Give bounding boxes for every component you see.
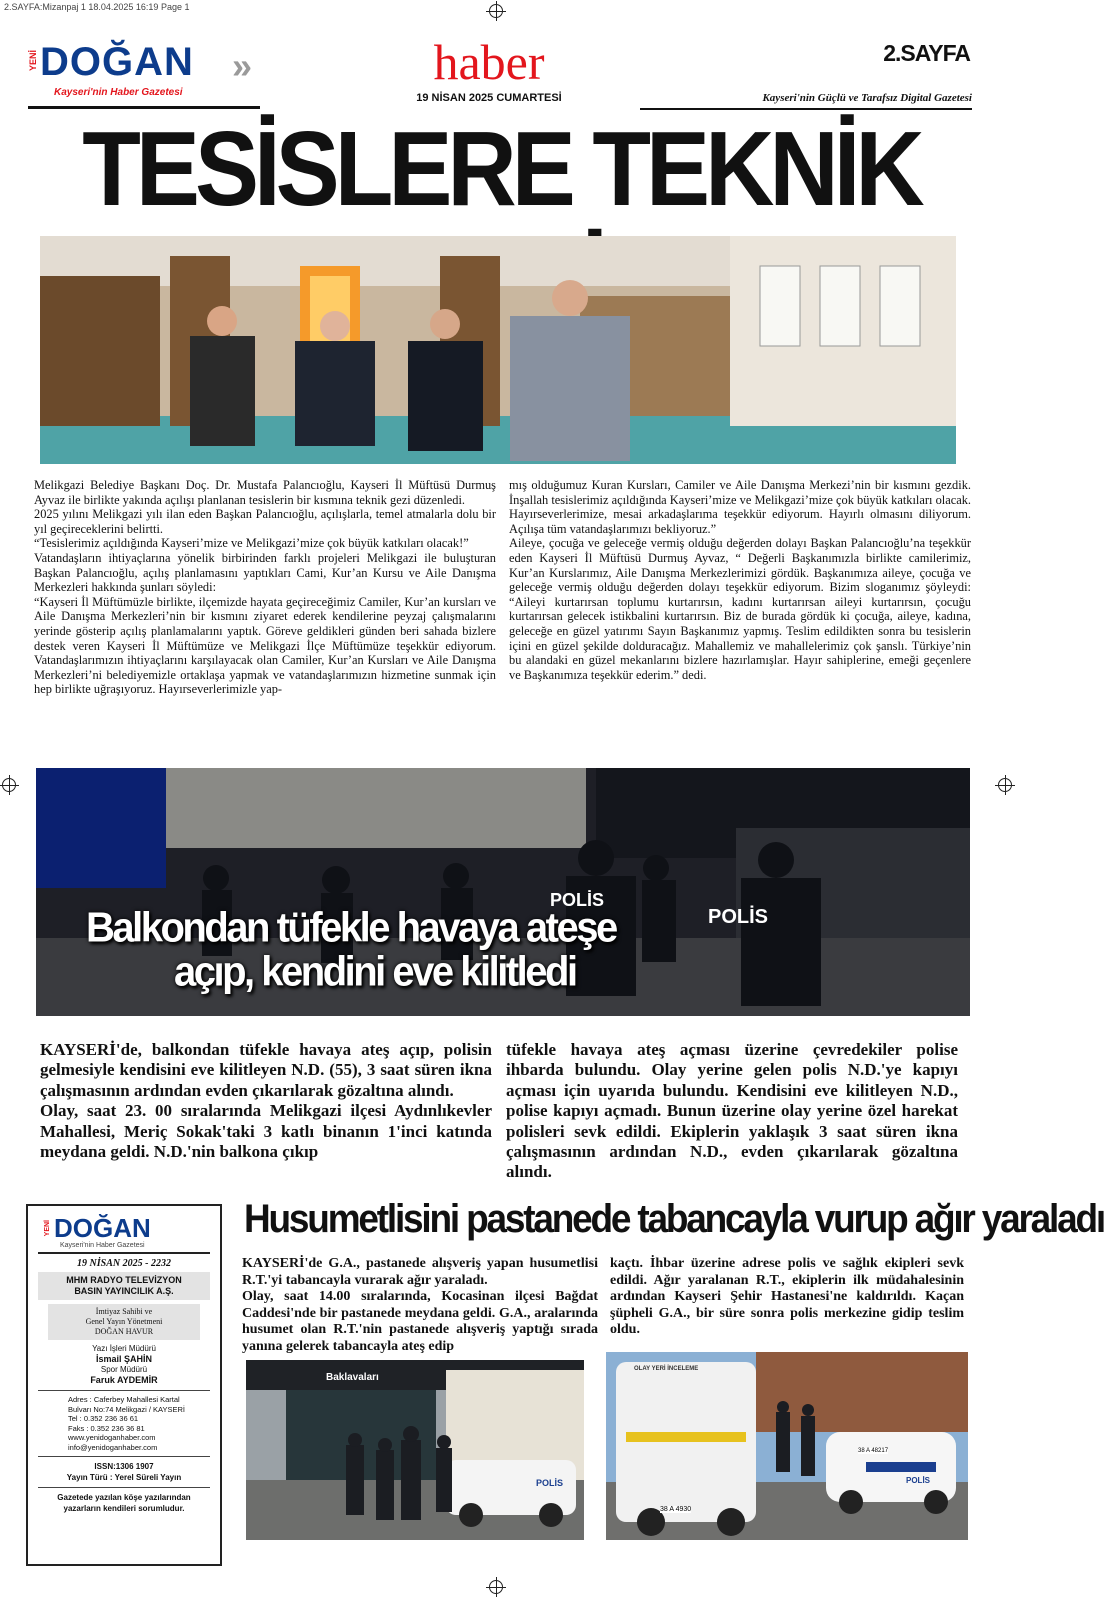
story2-headline bbox=[72, 906, 632, 994]
logo-chevron-icon: » bbox=[232, 45, 253, 86]
disclaimer: yazarların kendileri sorumludur. bbox=[63, 1504, 185, 1513]
publication-type: Yayın Türü : Yerel Süreli Yayın bbox=[66, 1473, 182, 1482]
shop-sign: Baklavaları bbox=[326, 1372, 379, 1383]
police-vest-label: POLİS bbox=[550, 890, 605, 910]
publisher-line: BASIN YAYINCILIK A.Ş. bbox=[74, 1286, 174, 1296]
section-title: haber bbox=[433, 34, 545, 90]
imprint-logo-prefix: YENİ bbox=[44, 1220, 51, 1237]
website-link[interactable]: www.yenidoganhaber.com bbox=[68, 1433, 156, 1442]
imprint-issue: 19 NİSAN 2025 - 2232 bbox=[77, 1258, 171, 1269]
imprint-divider bbox=[38, 1487, 210, 1488]
sports-name: Faruk AYDEMİR bbox=[90, 1375, 158, 1385]
story2-photo bbox=[36, 768, 970, 1016]
issn: ISSN:1306 1907 bbox=[94, 1462, 154, 1471]
disclaimer: Gazetede yazılan köşe yazılarından bbox=[57, 1493, 191, 1502]
address-line: Bulvarı No:74 Melikgazi / KAYSERİ bbox=[68, 1404, 185, 1414]
logo-tagline: Kayseri'nin Haber Gazetesi bbox=[54, 87, 183, 98]
imprint-logo bbox=[38, 1214, 210, 1254]
imprint-box bbox=[26, 1204, 222, 1566]
story1-headline: TESİSLERE TEKNİK bbox=[82, 110, 920, 229]
print-slug: 2.SAYFA:Mizanpaj 1 18.04.2025 16:19 Page 1 bbox=[4, 2, 190, 12]
masthead-slogan: Kayseri'nin Güçlü ve Tarafsız Digital Gazetesi bbox=[762, 92, 972, 104]
paragraph: “Tesislerimiz açıldığında Kayseri’mize ve Melikgazi’mize çok büyük katkıları olacak!” bbox=[34, 536, 469, 551]
police-car-label: POLİS bbox=[906, 1476, 931, 1485]
paragraph: Olay, saat 23. 00 sıralarında Melikgazi ilçesi Aydınlıkevler Mahallesi, Meriç Sokak'taki 3 katlı binanın 1'inci katında meydana geldi. N.D.'nin balkona çıkıp bbox=[40, 1101, 492, 1162]
owner-title: İmtiyaz Sahibi ve bbox=[95, 1307, 153, 1316]
masthead-divider bbox=[28, 106, 260, 109]
paragraph: Melikgazi Belediye Başkanı Doç. Dr. Mustafa Palancıoğlu, Kayseri İl Müftüsü Durmuş Ayvaz ile birlikte yakında açılışı planlanan tesislerin bir kısmına teknik gezi düzenledi. bbox=[34, 478, 496, 507]
imprint-divider bbox=[38, 1456, 210, 1457]
paragraph: Vatandaşların ihtiyaçlarına yönelik birbirinden farklı projeleri Melikgazi ile buluşturan Başkan Palancıoğlu, açılış planlamasını yaptıkları Cami, Kur’an Kursu ve Aile Danışma Merkezleri hakkında şunları söyledi: bbox=[34, 550, 496, 595]
newspaper-logo[interactable] bbox=[28, 40, 260, 104]
story2-headline-line2: açıp, kendini eve kilitledi bbox=[174, 948, 576, 996]
paragraph: KAYSERİ'de, balkondan tüfekle havaya ateş açıp, polisin gelmesiyle kendisini eve kilitleyen N.D. (55), 3 saat süren ikna çalışmasının ardından evden çıkarılarak gözaltına alındı. bbox=[40, 1040, 492, 1100]
imprint-divider bbox=[38, 1390, 210, 1391]
registration-mark-icon bbox=[489, 1580, 503, 1594]
registration-mark-icon bbox=[2, 778, 16, 792]
registration-mark-icon bbox=[998, 778, 1012, 792]
publisher-line: MHM RADYO TELEVİZYON bbox=[66, 1275, 182, 1285]
registration-mark-icon bbox=[489, 4, 503, 18]
issue-date: 19 NİSAN 2025 CUMARTESİ bbox=[416, 92, 562, 104]
story3-photo-2 bbox=[606, 1352, 968, 1540]
paragraph: kaçtı. İhbar üzerine adrese polis ve sağlık ekipleri sevk edildi. Ağır yaralanan R.T., ekiplerin ilk müdahalesinin ardından Kayseri Şehir Hastanesi'ne kaldırıldı. Kaçan şüpheli G.A., bir süre sonra polis merkezine gidip teslim oldu. bbox=[610, 1256, 964, 1338]
paragraph: KAYSERİ'de G.A., pastanede alışveriş yapan husumetlisi R.T.'yi tabancayla vurarak ağır yaraladı. bbox=[242, 1256, 598, 1288]
paragraph: mış olduğumuz Kuran Kursları, Camiler ve Aile Danışma Merkezi’nin bir kısmını gezdik. İnşallah tesislerimiz açıldığında Kayseri’mize ve Melikgazi’mize çok büyük katkıları olacak. Hayırseverlerimize, mesai arkadaşlarıma teşekkür ediyorum. Hayırlı olmasını diliyorum. Açılışa tüm vatandaşlarımızı bekliyoruz.” bbox=[509, 478, 971, 536]
logo-name: DOĞAN bbox=[40, 40, 194, 84]
page-number: 2.SAYFA bbox=[883, 40, 970, 66]
sports-title: Spor Müdürü bbox=[100, 1365, 148, 1374]
van-label: OLAY YERİ İNCELEME bbox=[634, 1366, 699, 1372]
license-plate: 38 A 4930 bbox=[660, 1506, 692, 1513]
story2-column-1 bbox=[40, 1040, 492, 1162]
story3-column-1 bbox=[242, 1256, 598, 1356]
story1-photo bbox=[40, 236, 956, 464]
license-plate: 38 A 48217 bbox=[858, 1448, 889, 1454]
story2-column-2 bbox=[506, 1040, 958, 1183]
story3-headline: Husumetlisini pastanede tabancayla vurup ağır yaraladı bbox=[244, 1196, 1104, 1241]
editor-title: Yazı İşleri Müdürü bbox=[92, 1344, 156, 1353]
owner-title: Genel Yayın Yönetmeni bbox=[85, 1317, 163, 1326]
imprint-logo-sub: Kayseri'nin Haber Gazetesi bbox=[60, 1242, 145, 1249]
phone: Tel : 0.352 236 36 61 bbox=[68, 1414, 139, 1423]
story2-headline-line1: Balkondan tüfekle havaya ateşe bbox=[86, 904, 616, 952]
imprint-logo-name: DOĞAN bbox=[54, 1213, 151, 1243]
fax: Faks : 0.352 236 36 81 bbox=[68, 1423, 145, 1433]
logo-prefix: YENİ bbox=[28, 50, 38, 72]
editor-name: İsmail ŞAHİN bbox=[95, 1354, 153, 1364]
story3-photo-1 bbox=[246, 1360, 584, 1540]
police-car-label: POLİS bbox=[536, 1478, 564, 1488]
address-line: Adres : Caferbey Mahallesi Kartal bbox=[68, 1395, 180, 1404]
email-link[interactable]: info@yenidoganhaber.com bbox=[68, 1442, 158, 1452]
owner-name: DOĞAN HAVUR bbox=[94, 1327, 154, 1336]
story1-column-2 bbox=[509, 478, 971, 682]
story3-column-2 bbox=[610, 1256, 964, 1339]
paragraph: Aileye, çocuğa ve geleceğe vermiş olduğu değerden dolayı Başkan Palancıoğlu’na teşekkür eden Kayseri İl Müftüsü Durmuş Ayvaz, “ Değerli Başkanımızla birlikte camilerimiz, Kur’an Kurslarımız, Aile Danışma Merkezlerimizi gördük. Başkanımıza aileye, çocuğa ve geleceğe vermiş olduğu değerden dolayı teşekkür ediyorum. Bizim sloganımız şöyleydi: “Aileyi kurtarırsan toplumu kurtarırsın, kadını kurtarırsan aileyi kurtarırsın, çocuğu kurtarırsan gelecek istikbalini kurtarırsın. Biz de burada gördük ki çocuğa, aileye, kadına, geleceğe en güzel yatırımı Sayın Başkanımız yapmış. Teslim edildikten sonra bu tesislerin içini en güzel şekilde dolduracağız. Mahallemiz ve mahallelerimiz çok şanslı. Türkiye’nin bu alandaki en güzel mekanlarını bizlere hazırlamışlar. Hayır sahiplerine, emeği geçenlere ve Başkanımıza teşekkür ederim.” dedi. bbox=[509, 536, 971, 682]
paragraph: Olay, saat 14.00 sıralarında, Kocasinan ilçesi Bağdat Caddesi'nde bir pastanede meydana geldi. G.A., aralarında husumet olan R.T.'nin pastanede alışveriş yaptığı sırada yanına gelerek tabancayla ateş edip bbox=[242, 1289, 598, 1354]
police-vest-label: POLİS bbox=[708, 906, 769, 928]
paragraph: tüfekle havaya ateş açması üzerine çevredekiler polise ihbarda bulundu. Olay yerine gelen polis N.D.'ye kapıyı açması için uyarıda bulundu. Kendisini eve kilitleyen N.D., polise kapıyı açmadı. Bunun üzerine olay yerine özel harekat polisleri sevk edildi. Ekiplerin yaklaşık 3 saat süren ikna çalışmasının ardından N.D., evden çıkarılarak gözaltına alındı. bbox=[506, 1040, 958, 1182]
paragraph: “Kayseri İl Müftümüzle birlikte, ilçemizde hayata geçireceğimiz Camiler, Kur’an kursları ve Aile Danışma Merkezleri’nin bir kısmını ziyaret ederek kendilerine peyzaj çalışmalarını yerinde gösterip açılış planlamalarını yaptık. Göreve geldikleri günden beri sahada bizlere destek veren Kayseri İl Müftümüze ve Melikgazi İlçe Müftümüze teşekkür ediyorum. Vatandaşlarımızın ihtiyaçlarını karşılayacak olan Camiler, Kur’an Kursları ve Aile Danışma Merkezleri’ni belediyemizle ortaklaşa yapmak ve vatandaşlarımızın hizmetine sunmak için hep birlikte uğraşıyoruz. Hayırseverlerimizle yap- bbox=[34, 594, 496, 697]
paragraph: 2025 yılını Melikgazi yılı ilan eden Başkan Palancıoğlu, açılışlarla, temel atmalarla dolu bir yıl geçireceklerini belirtti. bbox=[34, 507, 496, 536]
story1-column-1 bbox=[34, 478, 496, 697]
